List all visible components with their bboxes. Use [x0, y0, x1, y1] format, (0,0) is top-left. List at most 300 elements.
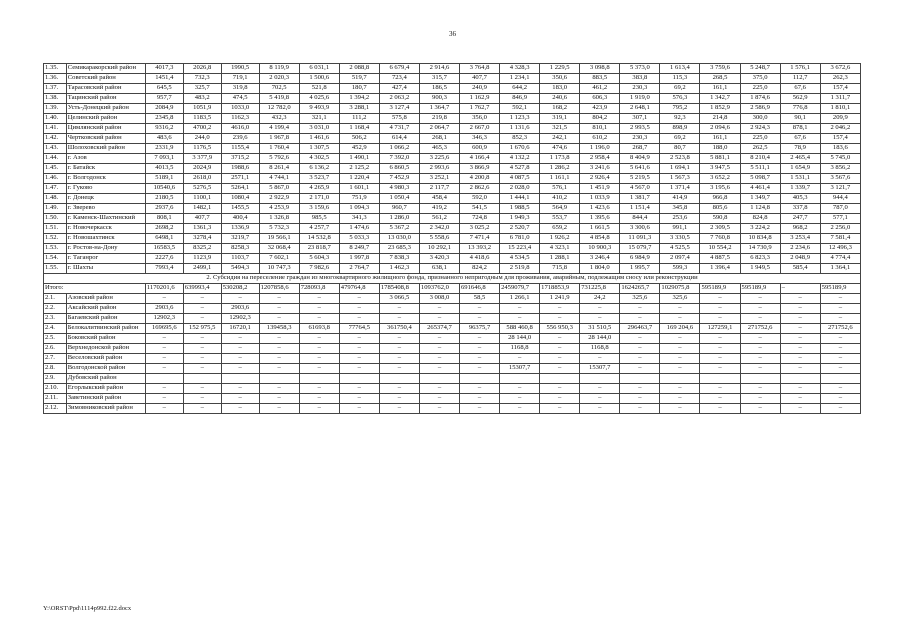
- value-cell: 7 471,4: [460, 234, 500, 244]
- value-cell: 1 131,6: [500, 124, 540, 134]
- value-cell: –: [780, 304, 820, 314]
- value-cell: 3 764,8: [460, 64, 500, 74]
- row-name: Советский район: [66, 74, 145, 84]
- value-cell: –: [540, 344, 580, 354]
- value-cell: 2 309,5: [700, 224, 740, 234]
- value-cell: –: [620, 364, 660, 374]
- value-cell: 1 050,4: [379, 194, 419, 204]
- value-cell: –: [460, 304, 500, 314]
- value-cell: –: [740, 294, 780, 304]
- value-cell: 1 967,8: [259, 134, 299, 144]
- value-cell: [221, 374, 259, 384]
- value-cell: 3 195,6: [700, 184, 740, 194]
- value-cell: 2 519,8: [500, 264, 540, 274]
- value-cell: 6 136,2: [299, 164, 339, 174]
- value-cell: 400,4: [221, 214, 259, 224]
- value-cell: 2 097,4: [660, 254, 700, 264]
- value-cell: –: [419, 354, 459, 364]
- row-name: Егорлыкский район: [66, 384, 145, 394]
- section-2-title-row: [44, 274, 861, 284]
- value-cell: –: [379, 394, 419, 404]
- value-cell: 5264,1: [221, 184, 259, 194]
- value-cell: 1 926,2: [540, 234, 580, 244]
- value-cell: –: [460, 334, 500, 344]
- value-cell: 1361,3: [183, 224, 221, 234]
- value-cell: –: [379, 344, 419, 354]
- value-cell: 4 253,9: [259, 204, 299, 214]
- row-number: 1.41.: [44, 124, 67, 134]
- value-cell: 1 339,7: [780, 184, 820, 194]
- value-cell: 15 079,7: [620, 244, 660, 254]
- row-number: 1.49.: [44, 204, 67, 214]
- value-cell: 968,2: [780, 224, 820, 234]
- value-cell: –: [339, 364, 379, 374]
- value-cell: 1 371,4: [660, 184, 700, 194]
- value-cell: –: [820, 344, 860, 354]
- value-cell: 407,7: [460, 74, 500, 84]
- value-cell: 10 834,8: [740, 234, 780, 244]
- row-name: г. Новочеркасск: [66, 224, 145, 234]
- value-cell: 265374,7: [419, 324, 459, 334]
- value-cell: 4 265,9: [299, 184, 339, 194]
- row-name: Заветинский район: [66, 394, 145, 404]
- value-cell: 4 534,5: [500, 254, 540, 264]
- value-cell: 1168,8: [580, 344, 620, 354]
- row-name: Аксайский район: [66, 304, 145, 314]
- table-row: [44, 264, 861, 274]
- value-cell: 67,6: [780, 134, 820, 144]
- value-cell: 1 395,6: [580, 214, 620, 224]
- value-cell: 90,1: [780, 114, 820, 124]
- value-cell: –: [339, 294, 379, 304]
- value-cell: –: [620, 394, 660, 404]
- value-cell: 1168,8: [500, 344, 540, 354]
- value-cell: 1 094,3: [339, 204, 379, 214]
- table-row: [44, 324, 861, 334]
- value-cell: 325,6: [620, 294, 660, 304]
- value-cell: 5 745,0: [820, 154, 860, 164]
- value-cell: –: [339, 334, 379, 344]
- row-number: 2.10.: [44, 384, 67, 394]
- value-cell: –: [299, 394, 339, 404]
- total-value-cell: 691646,8: [460, 284, 500, 294]
- value-cell: 1 661,5: [580, 224, 620, 234]
- value-cell: 405,3: [780, 194, 820, 204]
- value-cell: 3278,4: [183, 234, 221, 244]
- value-cell: 3 098,8: [580, 64, 620, 74]
- value-cell: [780, 374, 820, 384]
- value-cell: 1080,4: [221, 194, 259, 204]
- value-cell: 8 119,9: [259, 64, 299, 74]
- value-cell: 645,5: [145, 84, 183, 94]
- value-cell: 3 025,2: [460, 224, 500, 234]
- value-cell: –: [540, 384, 580, 394]
- value-cell: 319,8: [221, 84, 259, 94]
- value-cell: 3 252,1: [419, 174, 459, 184]
- row-number: 1.51.: [44, 224, 67, 234]
- value-cell: 2 523,8: [660, 154, 700, 164]
- row-number: 1.46.: [44, 174, 67, 184]
- value-cell: 1 326,8: [259, 214, 299, 224]
- row-number: 2.6.: [44, 344, 67, 354]
- value-cell: –: [183, 404, 221, 414]
- value-cell: –: [820, 304, 860, 314]
- value-cell: 1 810,1: [820, 104, 860, 114]
- value-cell: –: [580, 304, 620, 314]
- row-number: 1.47.: [44, 184, 67, 194]
- row-number: 1.54.: [44, 254, 67, 264]
- value-cell: 1 949,5: [740, 264, 780, 274]
- value-cell: –: [145, 334, 183, 344]
- value-cell: [339, 374, 379, 384]
- value-cell: 325,6: [660, 294, 700, 304]
- value-cell: 2 648,1: [620, 104, 660, 114]
- value-cell: 1 162,9: [460, 94, 500, 104]
- value-cell: –: [379, 354, 419, 364]
- value-cell: 1 654,9: [780, 164, 820, 174]
- value-cell: –: [339, 354, 379, 364]
- row-name: Багаевский район: [66, 314, 145, 324]
- value-cell: 6 984,9: [620, 254, 660, 264]
- value-cell: 4 200,8: [460, 174, 500, 184]
- value-cell: 337,8: [780, 204, 820, 214]
- total-value-cell: –: [780, 284, 820, 294]
- value-cell: –: [740, 364, 780, 374]
- row-number: 1.52.: [44, 234, 67, 244]
- value-cell: –: [145, 394, 183, 404]
- value-cell: –: [820, 294, 860, 304]
- value-cell: 15307,7: [500, 364, 540, 374]
- row-number: 1.38.: [44, 94, 67, 104]
- value-cell: 2698,2: [145, 224, 183, 234]
- value-cell: 1990,5: [221, 64, 259, 74]
- value-cell: –: [660, 394, 700, 404]
- table-row: [44, 114, 861, 124]
- row-number: 1.53.: [44, 244, 67, 254]
- value-cell: 315,7: [419, 74, 459, 84]
- row-name: Белокалитвинский район: [66, 324, 145, 334]
- value-cell: –: [183, 364, 221, 374]
- total-value-cell: 731225,8: [580, 284, 620, 294]
- value-cell: 8 249,7: [339, 244, 379, 254]
- total-value-cell: 639993,4: [183, 284, 221, 294]
- value-cell: 115,3: [660, 74, 700, 84]
- value-cell: 465,3: [419, 144, 459, 154]
- value-cell: 4 731,7: [379, 124, 419, 134]
- value-cell: 1100,1: [183, 194, 221, 204]
- value-cell: –: [339, 314, 379, 324]
- value-cell: –: [700, 344, 740, 354]
- row-name: г. Донецк: [66, 194, 145, 204]
- row-name: Цимлянский район: [66, 124, 145, 134]
- value-cell: –: [700, 314, 740, 324]
- value-cell: –: [419, 394, 459, 404]
- value-cell: 1 852,9: [700, 104, 740, 114]
- value-cell: 239,6: [221, 134, 259, 144]
- row-number: 1.37.: [44, 84, 67, 94]
- value-cell: –: [740, 404, 780, 414]
- total-value-cell: 1718853,9: [540, 284, 580, 294]
- value-cell: –: [740, 344, 780, 354]
- value-cell: –: [379, 384, 419, 394]
- value-cell: –: [339, 404, 379, 414]
- value-cell: 161,1: [700, 134, 740, 144]
- value-cell: 883,5: [580, 74, 620, 84]
- value-cell: –: [780, 394, 820, 404]
- value-cell: 31 510,5: [580, 324, 620, 334]
- value-cell: –: [299, 384, 339, 394]
- value-cell: [259, 374, 299, 384]
- value-cell: –: [259, 394, 299, 404]
- table-body-section-2: [44, 294, 861, 414]
- value-cell: 1 804,0: [580, 264, 620, 274]
- value-cell: 240,6: [540, 94, 580, 104]
- table-row: [44, 84, 861, 94]
- total-value-cell: 2459079,7: [500, 284, 540, 294]
- value-cell: 161,1: [700, 84, 740, 94]
- value-cell: 1123,9: [183, 254, 221, 264]
- value-cell: –: [660, 344, 700, 354]
- value-cell: 1051,9: [183, 104, 221, 114]
- value-cell: 1 124,8: [740, 204, 780, 214]
- value-cell: 4 854,8: [580, 234, 620, 244]
- value-cell: 10540,6: [145, 184, 183, 194]
- value-cell: 577,1: [820, 214, 860, 224]
- value-cell: 271752,6: [820, 324, 860, 334]
- value-cell: 2 342,0: [419, 224, 459, 234]
- value-cell: 1 760,4: [259, 144, 299, 154]
- value-cell: 2331,9: [145, 144, 183, 154]
- value-cell: 3 672,6: [820, 64, 860, 74]
- value-cell: 1 342,7: [700, 94, 740, 104]
- value-cell: 14 730,9: [740, 244, 780, 254]
- value-cell: 1 364,1: [820, 264, 860, 274]
- value-cell: 5 792,6: [259, 154, 299, 164]
- row-number: 1.40.: [44, 114, 67, 124]
- value-cell: 419,2: [419, 204, 459, 214]
- value-cell: 180,7: [339, 84, 379, 94]
- value-cell: 1 874,6: [740, 94, 780, 104]
- value-cell: –: [660, 334, 700, 344]
- value-cell: 1 988,5: [500, 204, 540, 214]
- value-cell: 5 881,1: [700, 154, 740, 164]
- value-cell: 1 396,4: [700, 264, 740, 274]
- value-cell: –: [820, 364, 860, 374]
- table-row: [44, 294, 861, 304]
- value-cell: –: [221, 364, 259, 374]
- value-cell: –: [500, 314, 540, 324]
- value-cell: 186,5: [419, 84, 459, 94]
- value-cell: [580, 374, 620, 384]
- value-cell: 2 924,3: [740, 124, 780, 134]
- value-cell: –: [700, 294, 740, 304]
- value-cell: –: [780, 334, 820, 344]
- row-name: Верхнедонской район: [66, 344, 145, 354]
- value-cell: 2 764,7: [339, 264, 379, 274]
- value-cell: –: [820, 354, 860, 364]
- total-value-cell: 595189,9: [700, 284, 740, 294]
- value-cell: 521,8: [299, 84, 339, 94]
- value-cell: –: [221, 354, 259, 364]
- row-name: г. Новошахтинск: [66, 234, 145, 244]
- value-cell: [700, 374, 740, 384]
- value-cell: 3 377,9: [183, 154, 221, 164]
- value-cell: 719,1: [221, 74, 259, 84]
- value-cell: –: [460, 344, 500, 354]
- value-cell: 10 554,2: [700, 244, 740, 254]
- value-cell: 638,1: [419, 264, 459, 274]
- value-cell: 3 523,7: [299, 174, 339, 184]
- value-cell: –: [580, 384, 620, 394]
- value-cell: –: [540, 404, 580, 414]
- value-cell: –: [183, 354, 221, 364]
- value-cell: 844,4: [620, 214, 660, 224]
- value-cell: 12 496,3: [820, 244, 860, 254]
- row-name: г. Гуково: [66, 184, 145, 194]
- value-cell: –: [620, 304, 660, 314]
- value-cell: 112,7: [780, 74, 820, 84]
- value-cell: 432,3: [259, 114, 299, 124]
- table-row: [44, 384, 861, 394]
- value-cell: 805,6: [700, 204, 740, 214]
- table-row: [44, 124, 861, 134]
- value-cell: 1 531,1: [780, 174, 820, 184]
- value-cell: –: [580, 404, 620, 414]
- value-cell: –: [299, 404, 339, 414]
- value-cell: 4 887,5: [700, 254, 740, 264]
- value-cell: 985,5: [299, 214, 339, 224]
- value-cell: 3 420,3: [419, 254, 459, 264]
- value-cell: 944,4: [820, 194, 860, 204]
- table-row: [44, 194, 861, 204]
- value-cell: –: [259, 294, 299, 304]
- value-cell: –: [820, 394, 860, 404]
- value-cell: –: [259, 334, 299, 344]
- value-cell: –: [780, 384, 820, 394]
- value-cell: 2024,9: [183, 164, 221, 174]
- value-cell: 1176,5: [183, 144, 221, 154]
- value-cell: 1 670,6: [500, 144, 540, 154]
- value-cell: 1482,1: [183, 204, 221, 214]
- table-row: [44, 174, 861, 184]
- value-cell: [379, 374, 419, 384]
- value-cell: 80,7: [660, 144, 700, 154]
- value-cell: 7 602,1: [259, 254, 299, 264]
- value-cell: 804,2: [580, 114, 620, 124]
- value-cell: 553,7: [540, 214, 580, 224]
- value-cell: 3 031,0: [299, 124, 339, 134]
- total-value-cell: 479764,8: [339, 284, 379, 294]
- value-cell: –: [500, 384, 540, 394]
- value-cell: 12902,3: [145, 314, 183, 324]
- value-cell: 321,1: [299, 114, 339, 124]
- value-cell: –: [299, 354, 339, 364]
- value-cell: –: [660, 314, 700, 324]
- value-cell: 1 919,0: [620, 94, 660, 104]
- value-cell: 225,0: [740, 84, 780, 94]
- value-cell: 28 144,0: [580, 334, 620, 344]
- value-cell: 659,2: [540, 224, 580, 234]
- value-cell: 2180,5: [145, 194, 183, 204]
- value-cell: –: [620, 404, 660, 414]
- value-cell: 4 418,6: [460, 254, 500, 264]
- value-cell: –: [620, 314, 660, 324]
- value-cell: –: [540, 354, 580, 364]
- total-value-cell: 1624265,7: [620, 284, 660, 294]
- value-cell: 1155,4: [221, 144, 259, 154]
- value-cell: –: [780, 354, 820, 364]
- value-cell: 724,8: [460, 214, 500, 224]
- value-cell: 2 171,0: [299, 194, 339, 204]
- value-cell: 8 261,4: [259, 164, 299, 174]
- value-cell: 5189,1: [145, 174, 183, 184]
- value-cell: 2084,9: [145, 104, 183, 114]
- row-number: 1.39.: [44, 104, 67, 114]
- value-cell: 2618,0: [183, 174, 221, 184]
- value-cell: –: [339, 394, 379, 404]
- row-number: 1.44.: [44, 154, 67, 164]
- value-cell: –: [221, 394, 259, 404]
- value-cell: 7993,4: [145, 264, 183, 274]
- value-cell: 1 151,4: [620, 204, 660, 214]
- value-cell: 242,1: [540, 134, 580, 144]
- value-cell: 4 025,6: [299, 94, 339, 104]
- value-cell: –: [820, 384, 860, 394]
- value-cell: 307,1: [620, 114, 660, 124]
- value-cell: 4 132,2: [500, 154, 540, 164]
- value-cell: 5 098,7: [740, 174, 780, 184]
- value-cell: –: [660, 404, 700, 414]
- value-cell: 361750,4: [379, 324, 419, 334]
- value-cell: –: [500, 394, 540, 404]
- value-cell: 2 064,7: [419, 124, 459, 134]
- value-cell: 6 781,0: [500, 234, 540, 244]
- value-cell: 19 566,1: [259, 234, 299, 244]
- value-cell: –: [740, 354, 780, 364]
- value-cell: 1 462,3: [379, 264, 419, 274]
- value-cell: –: [221, 404, 259, 414]
- value-cell: 2 993,6: [419, 164, 459, 174]
- value-cell: 96375,7: [460, 324, 500, 334]
- row-number: 2.3.: [44, 314, 67, 324]
- row-name: Дубовский район: [66, 374, 145, 384]
- value-cell: 3 225,6: [419, 154, 459, 164]
- value-cell: 585,4: [780, 264, 820, 274]
- value-cell: 244,0: [183, 134, 221, 144]
- value-cell: 2 586,9: [740, 104, 780, 114]
- value-cell: 3 127,4: [379, 104, 419, 114]
- value-cell: 319,1: [540, 114, 580, 124]
- value-cell: 5494,3: [221, 264, 259, 274]
- value-cell: 852,3: [500, 134, 540, 144]
- value-cell: 410,2: [540, 194, 580, 204]
- value-cell: 1988,6: [221, 164, 259, 174]
- value-cell: 3715,2: [221, 154, 259, 164]
- value-cell: –: [540, 304, 580, 314]
- value-cell: –: [183, 334, 221, 344]
- value-cell: –: [540, 394, 580, 404]
- value-cell: –: [620, 334, 660, 344]
- value-cell: 58,5: [460, 294, 500, 304]
- value-cell: –: [580, 354, 620, 364]
- row-name: г. Каменск-Шахтинский: [66, 214, 145, 224]
- table-row: [44, 374, 861, 384]
- row-name: Азовский район: [66, 294, 145, 304]
- value-cell: –: [620, 344, 660, 354]
- value-cell: 564,9: [540, 204, 580, 214]
- value-cell: –: [299, 294, 339, 304]
- row-number: 2.9.: [44, 374, 67, 384]
